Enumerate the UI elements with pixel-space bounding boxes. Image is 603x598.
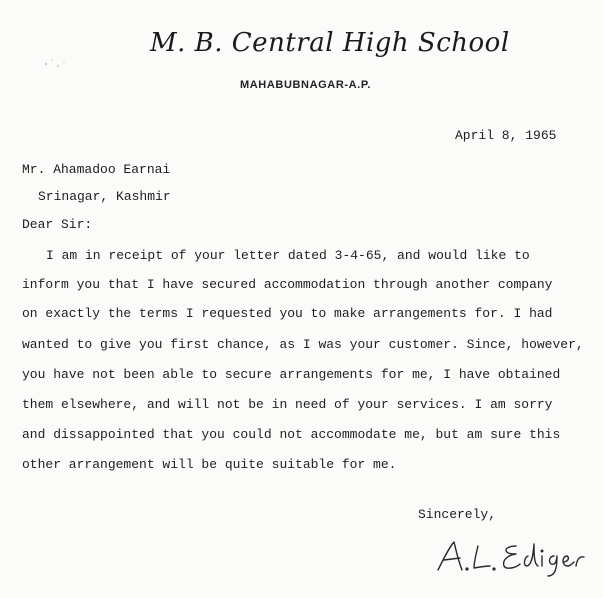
body-line: and dissappointed that you could not accommodate me, but am sure this — [22, 427, 561, 442]
letterhead-title: M. B. Central High School — [150, 28, 510, 58]
paper-smudge — [40, 54, 70, 74]
letterhead-location: MAHABUBNAGAR-A.P. — [240, 79, 371, 91]
closing: Sincerely, — [418, 507, 497, 522]
recipient-name: Mr. Ahamadoo Earnai — [22, 162, 171, 177]
letter-date: April 8, 1965 — [455, 128, 557, 143]
body-line: them elsewhere, and will not be in need of your services. I am sorry — [22, 397, 553, 412]
handwritten-signature — [430, 536, 590, 580]
body-line: I am in receipt of your letter dated 3-4-65, and would like to — [46, 248, 530, 263]
recipient-city: Srinagar, Kashmir — [38, 189, 171, 204]
salutation: Dear Sir: — [22, 217, 93, 232]
body-line: you have not been able to secure arrangements for me, I have obtained — [22, 367, 561, 382]
body-line: wanted to give you first chance, as I was your customer. Since, however, — [22, 337, 584, 352]
body-line: inform you that I have secured accommodation through another company — [22, 277, 553, 292]
body-line: other arrangement will be quite suitable for me. — [22, 457, 397, 472]
body-line: on exactly the terms I requested you to make arrangements for. I had — [22, 306, 553, 321]
